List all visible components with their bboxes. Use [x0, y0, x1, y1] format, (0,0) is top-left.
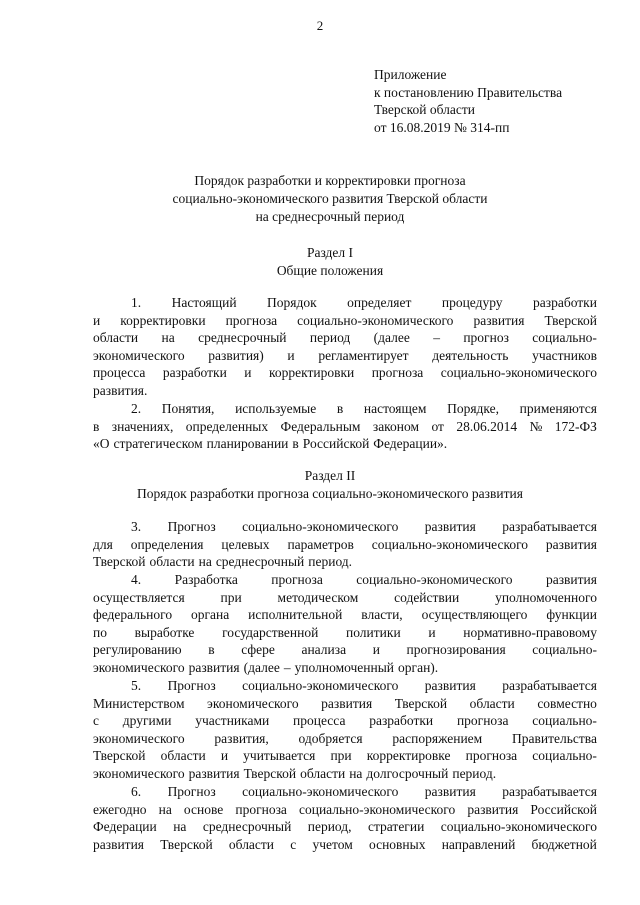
word: и: [93, 312, 101, 328]
word: участниками: [195, 713, 270, 729]
word: Прогноз: [167, 784, 216, 799]
word: участников: [532, 347, 597, 363]
word: Тверской: [160, 836, 213, 852]
word: деятельность: [432, 347, 509, 363]
word: период: [309, 330, 351, 346]
word: области: [300, 765, 346, 781]
word: на: [349, 765, 363, 781]
word: процесса: [293, 713, 346, 729]
word: «О: [93, 436, 110, 452]
word: Порядке,: [447, 401, 499, 416]
word: №: [529, 418, 543, 434]
text-line: [93, 329, 597, 347]
word: осуществляется: [93, 589, 185, 605]
word: развития,: [214, 730, 269, 746]
word: экономического: [93, 765, 185, 781]
text-line: [93, 641, 597, 659]
section-name: Общие положения: [276, 263, 384, 278]
word: экономического: [207, 695, 299, 711]
word: значениях,: [111, 418, 174, 434]
word: области: [469, 695, 515, 711]
word: совместно: [537, 695, 597, 711]
word: разработки: [369, 713, 434, 729]
word: основе: [183, 801, 224, 817]
appendix-header: [374, 66, 562, 136]
word: содействии: [394, 589, 460, 605]
word: на: [173, 819, 187, 835]
paragraph-4: [93, 571, 597, 677]
word: в: [93, 418, 100, 434]
text-line: [93, 818, 597, 836]
word: Прогноз: [167, 678, 216, 693]
word: развития: [188, 765, 240, 781]
word: Министерством: [93, 695, 185, 711]
word: период.: [308, 554, 353, 570]
word: прогнозирования: [406, 642, 506, 658]
word: развития: [424, 784, 476, 799]
word: прогноза: [225, 312, 278, 328]
text-line: [93, 571, 597, 589]
word: нормативно-правовому: [463, 624, 597, 640]
word: выработке: [134, 624, 195, 640]
word: –: [433, 330, 440, 346]
text-line: [93, 677, 597, 695]
word: 4.: [131, 572, 142, 587]
word: стратегии: [367, 819, 425, 835]
word: развития.: [93, 382, 148, 398]
word: с: [93, 713, 99, 729]
word: развития: [545, 536, 597, 552]
word: ежегодно: [93, 801, 147, 817]
word: используемые: [235, 401, 317, 416]
word: Тверской: [93, 554, 146, 570]
word: области: [228, 836, 275, 852]
word: прогноза: [235, 801, 287, 817]
paragraph-1: [93, 294, 597, 400]
appendix-line: Приложение: [374, 67, 447, 82]
word: другими: [122, 713, 172, 729]
word: основных: [369, 836, 426, 852]
text-line: [93, 435, 597, 453]
word: 28.06.2014: [456, 418, 518, 434]
word: Тверской: [93, 748, 146, 764]
word: социально-экономического: [371, 536, 529, 552]
word: и: [372, 642, 380, 658]
text-line: [93, 400, 597, 418]
text-line: [93, 418, 597, 436]
word: 5.: [131, 678, 142, 693]
word: развития: [424, 678, 476, 693]
word: период.: [452, 765, 497, 781]
text-line: [93, 312, 597, 330]
word: бюджетной: [531, 836, 597, 852]
text-line: [93, 589, 597, 607]
word: в: [208, 642, 215, 658]
appendix-line: к постановлению Правительства: [374, 84, 563, 100]
word: процесса: [93, 365, 146, 381]
word: Российской: [530, 801, 597, 817]
word: регламентирует: [318, 347, 409, 363]
text-line: [93, 765, 597, 783]
word: с: [290, 836, 297, 852]
word: прогноза: [371, 365, 424, 381]
word: Российской: [302, 436, 370, 452]
word: функции: [546, 607, 597, 623]
word: разрабатывается: [502, 678, 597, 693]
word: в: [336, 401, 344, 416]
word: развития): [208, 347, 264, 363]
word: социально-: [532, 330, 597, 346]
word: развития: [321, 695, 373, 711]
word: на: [161, 330, 175, 346]
word: социально-экономического: [440, 819, 597, 835]
word: социально-экономического: [242, 678, 399, 693]
word: разрабатывается: [502, 784, 597, 799]
word: процедуру: [441, 295, 503, 310]
word: развития: [93, 836, 145, 852]
section-label: Раздел II: [304, 468, 356, 483]
word: и: [428, 624, 436, 640]
word: прогноза: [456, 713, 509, 729]
word: при: [330, 748, 352, 764]
word: настоящем: [363, 401, 427, 416]
word: период,: [307, 819, 352, 835]
word: разработки: [533, 295, 597, 310]
text-line: [93, 606, 597, 624]
word: развития: [424, 519, 476, 534]
section-1-heading: [60, 244, 600, 280]
word: Тверской: [243, 765, 297, 781]
word: социально-экономического: [356, 572, 513, 587]
word: социально-экономического: [242, 519, 399, 534]
word: 6.: [131, 784, 142, 799]
word: анализа: [301, 642, 347, 658]
word: сфере: [241, 642, 275, 658]
appendix-line: от 16.08.2019 № 314-пп: [374, 119, 510, 135]
word: Разработка: [174, 572, 238, 587]
word: политики: [346, 624, 401, 640]
word: осуществляющего: [421, 607, 528, 623]
word: социально-: [532, 713, 597, 729]
word: Прогноз: [167, 519, 216, 534]
word: среднесрочный: [202, 819, 292, 835]
word: (далее: [373, 330, 410, 346]
text-line: [93, 659, 597, 677]
word: учетом: [312, 836, 353, 852]
word: социально-экономического: [298, 801, 456, 817]
word: и: [220, 748, 229, 764]
text-line: [93, 783, 597, 801]
section-name: Порядок разработки прогноза социально-экономического развития: [137, 486, 523, 501]
word: в: [292, 436, 299, 452]
text-line: [93, 712, 597, 730]
text-line: [93, 294, 597, 312]
text-line: [93, 347, 597, 365]
word: распоряжением: [392, 730, 483, 746]
word: Правительства: [511, 730, 597, 746]
word: Тверской: [394, 695, 448, 711]
word: развития: [467, 801, 519, 817]
word: долгосрочный: [366, 765, 449, 781]
word: области: [149, 554, 195, 570]
word: на: [158, 801, 172, 817]
word: 172-ФЗ: [554, 418, 597, 434]
word: социально-: [532, 642, 597, 658]
word: орган).: [398, 659, 439, 675]
word: корректировки: [268, 365, 355, 381]
word: от: [431, 418, 444, 434]
word: методическом: [277, 589, 359, 605]
word: применяются: [519, 401, 597, 416]
paragraph-6: [93, 783, 597, 853]
title-line: на среднесрочный период: [255, 209, 405, 224]
text-line: [93, 836, 597, 854]
word: (далее: [243, 659, 280, 675]
word: корректировки: [120, 312, 206, 328]
word: прогноз: [463, 330, 509, 346]
word: учитывается: [243, 748, 316, 764]
word: уполномоченного: [495, 589, 597, 605]
text-line: [93, 747, 597, 765]
word: власти,: [361, 607, 403, 623]
word: определения: [130, 536, 204, 552]
word: корректировке: [366, 748, 451, 764]
paragraph-3: [93, 518, 597, 571]
word: 3.: [131, 519, 142, 534]
word: экономического: [93, 659, 185, 675]
word: на: [198, 554, 212, 570]
text-line: [93, 730, 597, 748]
word: –: [283, 659, 291, 675]
word: разработки: [162, 365, 227, 381]
text-line: [93, 536, 597, 554]
word: Настоящий: [171, 295, 237, 310]
word: параметров: [287, 536, 354, 552]
document-title: [60, 172, 600, 226]
word: исполнительной: [248, 607, 343, 623]
word: направлений: [441, 836, 516, 852]
word: экономического: [93, 730, 185, 746]
word: социально-экономического: [297, 312, 454, 328]
text-line: [93, 624, 597, 642]
word: по: [93, 624, 107, 640]
text-line: [93, 364, 597, 382]
word: социально-экономического: [242, 784, 399, 799]
word: социально-: [532, 748, 597, 764]
word: развития: [545, 572, 597, 587]
word: среднесрочный: [198, 330, 287, 346]
word: прогноза: [465, 748, 518, 764]
word: экономического: [93, 347, 185, 363]
word: Понятия,: [161, 401, 215, 416]
word: законом: [372, 418, 420, 434]
word: планировании: [206, 436, 289, 452]
word: и: [244, 365, 252, 381]
word: определяет: [347, 295, 412, 310]
text-line: [93, 695, 597, 713]
title-line: социально-экономического развития Тверской области: [172, 191, 488, 206]
word: Федерации».: [373, 436, 448, 452]
word: разрабатывается: [502, 519, 597, 534]
word: при: [220, 589, 242, 605]
title-line: Порядок разработки и корректировки прогноза: [194, 173, 466, 188]
word: развития: [188, 659, 240, 675]
appendix-line: Тверской области: [374, 102, 475, 117]
word: определенных: [185, 418, 269, 434]
text-line: [93, 553, 597, 571]
word: регулированию: [93, 642, 182, 658]
word: Тверской: [544, 312, 597, 328]
word: и: [287, 347, 295, 363]
paragraph-5: [93, 677, 597, 783]
word: для: [93, 536, 113, 552]
word: Федерации: [93, 819, 157, 835]
paragraph-2: [93, 400, 597, 453]
word: 2.: [131, 401, 142, 416]
section-label: Раздел I: [306, 245, 354, 260]
word: одобряется: [298, 730, 363, 746]
word: прогноза: [271, 572, 323, 587]
text-line: [93, 518, 597, 536]
text-line: [93, 382, 597, 400]
word: целевых: [221, 536, 270, 552]
word: социально-экономического: [440, 365, 597, 381]
word: Порядок: [267, 295, 317, 310]
word: Федеральным: [280, 418, 361, 434]
word: федерального: [93, 607, 173, 623]
word: государственной: [222, 624, 319, 640]
text-line: [93, 801, 597, 819]
word: области: [160, 748, 206, 764]
page-number: 2: [316, 18, 324, 33]
word: среднесрочный: [215, 554, 305, 570]
word: органа: [191, 607, 230, 623]
section-2-heading: [60, 467, 600, 503]
word: уполномоченный: [294, 659, 395, 675]
word: области: [93, 330, 139, 346]
word: 1.: [131, 295, 142, 310]
word: стратегическом: [113, 436, 203, 452]
word: развития: [473, 312, 525, 328]
